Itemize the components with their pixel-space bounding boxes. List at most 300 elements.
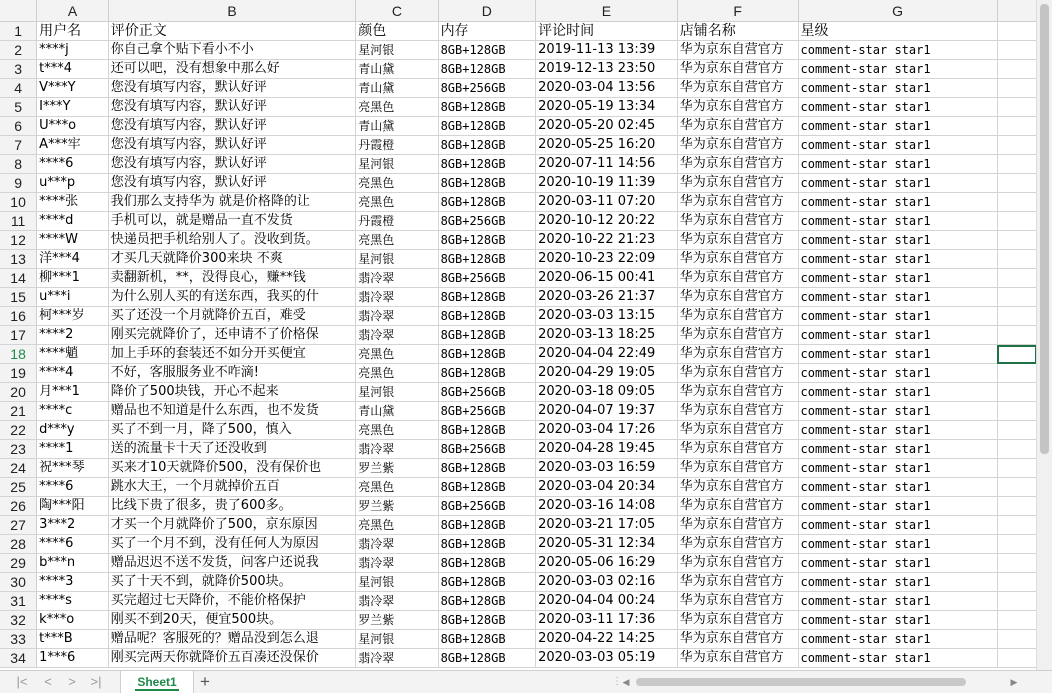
cell[interactable]: 内存 [438, 22, 536, 41]
row-number[interactable]: 3 [0, 60, 37, 79]
cell[interactable]: 8GB+128GB [438, 250, 536, 269]
cell[interactable] [997, 611, 1037, 630]
sheet-tab-sheet1[interactable]: Sheet1 [120, 671, 194, 693]
cell[interactable]: 赠品呢？客服死的？赠品没到怎么退 [108, 630, 355, 649]
cell[interactable]: 华为京东自营官方 [677, 174, 798, 193]
cell[interactable]: 8GB+128GB [438, 155, 536, 174]
cell[interactable]: 加上手环的套装还不如分开买便宜 [108, 345, 355, 364]
cell[interactable]: 星河银 [356, 630, 438, 649]
cell[interactable]: 翡冷翠 [356, 269, 438, 288]
cell[interactable]: comment-star star1 [798, 250, 997, 269]
cell[interactable]: 买来才10天就降价500，没有保价也 [108, 459, 355, 478]
cell[interactable]: 翡冷翠 [356, 592, 438, 611]
row-number[interactable]: 24 [0, 459, 37, 478]
selected-cell[interactable] [997, 345, 1037, 364]
cell[interactable]: 您没有填写内容，默认好评 [108, 79, 355, 98]
cell[interactable]: 快递员把手机给别人了。没收到货。 [108, 231, 355, 250]
row-number[interactable]: 2 [0, 41, 37, 60]
cell[interactable]: 买了一个月不到，没有任何人为原因 [108, 535, 355, 554]
cell[interactable]: 陶***阳 [37, 497, 109, 516]
cell[interactable] [997, 60, 1037, 79]
cell[interactable]: comment-star star1 [798, 459, 997, 478]
cell[interactable] [997, 41, 1037, 60]
cell[interactable]: 8GB+128GB [438, 516, 536, 535]
cell[interactable]: comment-star star1 [798, 497, 997, 516]
row-number[interactable]: 15 [0, 288, 37, 307]
cell[interactable]: 2020-10-23 22:09 [536, 250, 678, 269]
cell[interactable]: comment-star star1 [798, 592, 997, 611]
cell[interactable]: 罗兰紫 [356, 497, 438, 516]
row-number[interactable]: 8 [0, 155, 37, 174]
cell[interactable] [997, 136, 1037, 155]
column-header-d[interactable]: D [438, 0, 536, 22]
cell[interactable]: ****1 [37, 440, 109, 459]
cell[interactable]: ****2 [37, 326, 109, 345]
cell[interactable]: comment-star star1 [798, 383, 997, 402]
cell[interactable] [997, 250, 1037, 269]
cell[interactable]: 翡冷翠 [356, 554, 438, 573]
cell[interactable]: ****6 [37, 478, 109, 497]
cell[interactable]: t***B [37, 630, 109, 649]
cell[interactable]: 8GB+128GB [438, 592, 536, 611]
cell[interactable] [997, 440, 1037, 459]
row-number[interactable]: 6 [0, 117, 37, 136]
cell[interactable]: 8GB+128GB [438, 630, 536, 649]
cell[interactable] [997, 269, 1037, 288]
cell[interactable]: 翡冷翠 [356, 307, 438, 326]
split-handle-icon[interactable]: ⋮ [612, 676, 622, 687]
cell[interactable]: 星河银 [356, 573, 438, 592]
row-number[interactable]: 27 [0, 516, 37, 535]
cell[interactable]: 星河银 [356, 383, 438, 402]
cell[interactable] [997, 383, 1037, 402]
cell[interactable]: 华为京东自营官方 [677, 611, 798, 630]
cell[interactable] [997, 117, 1037, 136]
cell[interactable]: 罗兰紫 [356, 459, 438, 478]
cell[interactable]: 买了不到一月，降了500，慎入 [108, 421, 355, 440]
cell[interactable]: 星河银 [356, 250, 438, 269]
cell[interactable] [997, 231, 1037, 250]
cell[interactable]: 华为京东自营官方 [677, 478, 798, 497]
cell[interactable] [997, 535, 1037, 554]
row-number[interactable]: 31 [0, 592, 37, 611]
cell[interactable]: 用户名 [37, 22, 109, 41]
cell[interactable]: 您没有填写内容，默认好评 [108, 98, 355, 117]
cell[interactable]: 买了十天不到，就降价500块。 [108, 573, 355, 592]
cell[interactable]: 1***6 [37, 649, 109, 668]
horizontal-scroll-thumb[interactable] [636, 678, 966, 686]
cell[interactable]: 2020-03-26 21:37 [536, 288, 678, 307]
next-sheet-icon[interactable]: > [68, 674, 76, 689]
row-number[interactable]: 19 [0, 364, 37, 383]
cell[interactable]: 才买几天就降价300来块 不爽 [108, 250, 355, 269]
row-number[interactable]: 25 [0, 478, 37, 497]
cell[interactable]: 华为京东自营官方 [677, 288, 798, 307]
cell[interactable]: A***牢 [37, 136, 109, 155]
cell[interactable]: 华为京东自营官方 [677, 440, 798, 459]
cell[interactable]: 柯***岁 [37, 307, 109, 326]
cell[interactable] [997, 79, 1037, 98]
cell[interactable]: 2020-03-03 16:59 [536, 459, 678, 478]
cell[interactable]: comment-star star1 [798, 573, 997, 592]
cell[interactable]: 翡冷翠 [356, 440, 438, 459]
cell[interactable]: ****j [37, 41, 109, 60]
cell[interactable]: 不好，客服服务业不咋滴! [108, 364, 355, 383]
cell[interactable]: 华为京东自营官方 [677, 117, 798, 136]
cell[interactable]: 2020-06-15 00:41 [536, 269, 678, 288]
cell[interactable]: 亮黑色 [356, 421, 438, 440]
cell[interactable]: comment-star star1 [798, 136, 997, 155]
cell[interactable]: 亮黑色 [356, 478, 438, 497]
last-sheet-icon[interactable]: >| [90, 674, 102, 689]
cell[interactable]: 2019-12-13 23:50 [536, 60, 678, 79]
cell[interactable]: 亮黑色 [356, 516, 438, 535]
row-number[interactable]: 14 [0, 269, 37, 288]
cell[interactable]: 8GB+128GB [438, 288, 536, 307]
cell[interactable]: 2020-10-19 11:39 [536, 174, 678, 193]
row-number[interactable]: 13 [0, 250, 37, 269]
cell[interactable]: 8GB+128GB [438, 459, 536, 478]
cell[interactable]: comment-star star1 [798, 174, 997, 193]
cell[interactable]: 店铺名称 [677, 22, 798, 41]
row-number[interactable]: 10 [0, 193, 37, 212]
cell[interactable]: 星级 [798, 22, 997, 41]
cell[interactable]: 华为京东自营官方 [677, 573, 798, 592]
cell[interactable]: 华为京东自营官方 [677, 516, 798, 535]
row-number[interactable]: 23 [0, 440, 37, 459]
cell[interactable]: 丹霞橙 [356, 136, 438, 155]
cell[interactable]: comment-star star1 [798, 231, 997, 250]
scroll-right-icon[interactable]: ▶ [1010, 677, 1018, 687]
vertical-scrollbar[interactable] [1036, 0, 1052, 670]
cell[interactable]: 赠品迟迟不送不发货，问客户还说我 [108, 554, 355, 573]
cell[interactable]: comment-star star1 [798, 98, 997, 117]
cell[interactable]: 刚买完就降价了，还申请不了价格保 [108, 326, 355, 345]
row-number[interactable]: 32 [0, 611, 37, 630]
cell[interactable]: 华为京东自营官方 [677, 630, 798, 649]
cell[interactable]: 青山黛 [356, 402, 438, 421]
prev-sheet-icon[interactable]: < [44, 674, 52, 689]
cell[interactable]: 2020-03-11 07:20 [536, 193, 678, 212]
cell[interactable]: 8GB+128GB [438, 345, 536, 364]
cell[interactable]: ****d [37, 212, 109, 231]
cell[interactable]: ****4 [37, 364, 109, 383]
scroll-left-icon[interactable]: ◀ [622, 677, 630, 687]
cell[interactable]: comment-star star1 [798, 421, 997, 440]
cell[interactable]: 2020-04-29 19:05 [536, 364, 678, 383]
row-number[interactable]: 34 [0, 649, 37, 668]
cell[interactable]: 翡冷翠 [356, 288, 438, 307]
cell[interactable]: 翡冷翠 [356, 535, 438, 554]
cell[interactable]: comment-star star1 [798, 649, 997, 668]
cell[interactable]: 评价正文 [108, 22, 355, 41]
cell[interactable]: 罗兰紫 [356, 611, 438, 630]
cell[interactable]: comment-star star1 [798, 516, 997, 535]
cell[interactable]: 8GB+256GB [438, 383, 536, 402]
cell[interactable]: 2020-10-12 20:22 [536, 212, 678, 231]
cell[interactable]: 华为京东自营官方 [677, 155, 798, 174]
row-number[interactable]: 21 [0, 402, 37, 421]
cell[interactable]: 华为京东自营官方 [677, 649, 798, 668]
cell[interactable] [997, 497, 1037, 516]
cell[interactable] [997, 212, 1037, 231]
cell[interactable] [997, 174, 1037, 193]
cell[interactable]: 8GB+128GB [438, 231, 536, 250]
cell[interactable]: 亮黑色 [356, 193, 438, 212]
cell[interactable]: 华为京东自营官方 [677, 269, 798, 288]
cell[interactable] [997, 193, 1037, 212]
column-header-f[interactable]: F [677, 0, 798, 22]
cell[interactable]: 翡冷翠 [356, 326, 438, 345]
cell[interactable]: 青山黛 [356, 60, 438, 79]
cell[interactable]: 华为京东自营官方 [677, 79, 798, 98]
cell[interactable]: 您没有填写内容，默认好评 [108, 136, 355, 155]
cell[interactable]: 亮黑色 [356, 231, 438, 250]
cell[interactable] [997, 288, 1037, 307]
cell[interactable]: 刚买完两天你就降价五百凑还没保价 [108, 649, 355, 668]
cell[interactable]: comment-star star1 [798, 117, 997, 136]
cell[interactable]: 买完超过七天降价，不能价格保护 [108, 592, 355, 611]
cell[interactable] [997, 326, 1037, 345]
cell[interactable] [997, 402, 1037, 421]
cell[interactable]: comment-star star1 [798, 611, 997, 630]
row-number[interactable]: 9 [0, 174, 37, 193]
row-number[interactable]: 28 [0, 535, 37, 554]
cell[interactable]: 赠品也不知道是什么东西，也不发货 [108, 402, 355, 421]
cell[interactable] [997, 573, 1037, 592]
row-number[interactable]: 7 [0, 136, 37, 155]
cell[interactable]: comment-star star1 [798, 269, 997, 288]
cell[interactable]: 华为京东自营官方 [677, 60, 798, 79]
cell[interactable] [997, 592, 1037, 611]
cell[interactable]: 你自己拿个贴下看小不小 [108, 41, 355, 60]
cell[interactable]: 2020-03-21 17:05 [536, 516, 678, 535]
cell[interactable]: 8GB+128GB [438, 136, 536, 155]
cell[interactable]: 2020-03-11 17:36 [536, 611, 678, 630]
cell[interactable]: 2020-04-04 22:49 [536, 345, 678, 364]
column-header-g[interactable]: G [798, 0, 997, 22]
cell[interactable]: d***y [37, 421, 109, 440]
cell[interactable]: 华为京东自营官方 [677, 345, 798, 364]
cell[interactable]: 星河银 [356, 41, 438, 60]
cell[interactable] [997, 155, 1037, 174]
cell[interactable]: u***p [37, 174, 109, 193]
row-number[interactable]: 29 [0, 554, 37, 573]
select-all-corner[interactable] [0, 0, 37, 22]
cell[interactable]: 2020-04-07 19:37 [536, 402, 678, 421]
cell[interactable]: comment-star star1 [798, 554, 997, 573]
add-sheet-button[interactable]: + [200, 672, 210, 691]
cell[interactable]: 8GB+256GB [438, 402, 536, 421]
cell[interactable]: ****c [37, 402, 109, 421]
cell[interactable]: u***i [37, 288, 109, 307]
cell[interactable]: 2020-04-22 14:25 [536, 630, 678, 649]
cell[interactable]: comment-star star1 [798, 307, 997, 326]
cell[interactable]: comment-star star1 [798, 193, 997, 212]
cell[interactable]: comment-star star1 [798, 402, 997, 421]
cell[interactable]: 8GB+128GB [438, 117, 536, 136]
cell[interactable]: 华为京东自营官方 [677, 136, 798, 155]
cell[interactable]: 降价了500块钱，开心不起来 [108, 383, 355, 402]
cell[interactable]: ****W [37, 231, 109, 250]
row-number[interactable]: 16 [0, 307, 37, 326]
cell[interactable] [997, 630, 1037, 649]
cell[interactable]: 比线下贵了很多，贵了600多。 [108, 497, 355, 516]
cell[interactable] [997, 478, 1037, 497]
cell[interactable]: 送的流量卡十天了还没收到 [108, 440, 355, 459]
row-number[interactable]: 33 [0, 630, 37, 649]
cell[interactable]: comment-star star1 [798, 535, 997, 554]
cell[interactable]: 华为京东自营官方 [677, 250, 798, 269]
row-number[interactable]: 11 [0, 212, 37, 231]
row-number[interactable]: 20 [0, 383, 37, 402]
cell[interactable]: 8GB+128GB [438, 326, 536, 345]
cell[interactable]: I***Y [37, 98, 109, 117]
cell[interactable]: 华为京东自营官方 [677, 307, 798, 326]
cell[interactable]: 8GB+128GB [438, 611, 536, 630]
cell[interactable]: 2020-05-06 16:29 [536, 554, 678, 573]
cell[interactable]: 8GB+128GB [438, 193, 536, 212]
row-number[interactable]: 22 [0, 421, 37, 440]
cell[interactable]: 8GB+128GB [438, 41, 536, 60]
cell[interactable]: 8GB+256GB [438, 440, 536, 459]
cell[interactable]: 跳水大王，一个月就掉价五百 [108, 478, 355, 497]
cell[interactable]: 为什么别人买的有送东西，我买的什 [108, 288, 355, 307]
cell[interactable]: 月***1 [37, 383, 109, 402]
cell[interactable]: 亮黑色 [356, 174, 438, 193]
cell[interactable]: 亮黑色 [356, 364, 438, 383]
row-number[interactable]: 4 [0, 79, 37, 98]
cell[interactable]: ****s [37, 592, 109, 611]
cell[interactable]: comment-star star1 [798, 212, 997, 231]
column-header-a[interactable]: A [37, 0, 109, 22]
cell[interactable]: 评论时间 [536, 22, 678, 41]
cell[interactable]: 亮黑色 [356, 98, 438, 117]
cell[interactable]: 8GB+128GB [438, 307, 536, 326]
cell[interactable] [997, 459, 1037, 478]
cell[interactable]: comment-star star1 [798, 440, 997, 459]
cell[interactable] [997, 98, 1037, 117]
cell[interactable]: 8GB+256GB [438, 79, 536, 98]
cell[interactable]: 8GB+128GB [438, 535, 536, 554]
cell[interactable]: 颜色 [356, 22, 438, 41]
cell[interactable]: 2020-03-03 02:16 [536, 573, 678, 592]
cell[interactable]: 华为京东自营官方 [677, 364, 798, 383]
cell[interactable]: b***n [37, 554, 109, 573]
cell[interactable]: 8GB+128GB [438, 60, 536, 79]
cell[interactable]: 卖翻新机，**，没得良心，赚**钱 [108, 269, 355, 288]
cell[interactable]: 华为京东自营官方 [677, 459, 798, 478]
cell[interactable]: 8GB+128GB [438, 364, 536, 383]
cell[interactable]: 2019-11-13 13:39 [536, 41, 678, 60]
cell[interactable]: 8GB+256GB [438, 497, 536, 516]
cell[interactable]: 8GB+128GB [438, 554, 536, 573]
cell[interactable]: 8GB+128GB [438, 573, 536, 592]
cell[interactable]: 您没有填写内容，默认好评 [108, 155, 355, 174]
cell[interactable]: 2020-03-18 09:05 [536, 383, 678, 402]
cell[interactable]: 华为京东自营官方 [677, 535, 798, 554]
cell[interactable]: 祝***琴 [37, 459, 109, 478]
cell[interactable]: 您没有填写内容，默认好评 [108, 117, 355, 136]
row-number[interactable]: 17 [0, 326, 37, 345]
cell[interactable]: comment-star star1 [798, 345, 997, 364]
cell[interactable]: 2020-03-16 14:08 [536, 497, 678, 516]
cell[interactable]: comment-star star1 [798, 41, 997, 60]
row-number[interactable]: 26 [0, 497, 37, 516]
cell[interactable] [997, 307, 1037, 326]
cell[interactable]: 2020-03-13 18:25 [536, 326, 678, 345]
cell[interactable]: ****6 [37, 535, 109, 554]
cell[interactable]: ****3 [37, 573, 109, 592]
cell[interactable]: comment-star star1 [798, 79, 997, 98]
cell[interactable]: 2020-03-03 05:19 [536, 649, 678, 668]
cell[interactable]: 2020-07-11 14:56 [536, 155, 678, 174]
cell[interactable]: comment-star star1 [798, 60, 997, 79]
cell[interactable]: 2020-05-20 02:45 [536, 117, 678, 136]
cell[interactable]: 2020-03-04 20:34 [536, 478, 678, 497]
column-header-b[interactable]: B [108, 0, 355, 22]
cell[interactable]: 2020-03-03 13:15 [536, 307, 678, 326]
cell[interactable]: 华为京东自营官方 [677, 231, 798, 250]
cell[interactable]: 2020-05-19 13:34 [536, 98, 678, 117]
cell[interactable]: 洋***4 [37, 250, 109, 269]
cell[interactable]: 2020-03-04 17:26 [536, 421, 678, 440]
cell[interactable]: 华为京东自营官方 [677, 592, 798, 611]
cell[interactable]: U***o [37, 117, 109, 136]
cell[interactable]: 华为京东自营官方 [677, 98, 798, 117]
cell[interactable]: 8GB+128GB [438, 174, 536, 193]
cell[interactable]: k***o [37, 611, 109, 630]
cell[interactable]: 华为京东自营官方 [677, 421, 798, 440]
cell[interactable]: 2020-05-31 12:34 [536, 535, 678, 554]
horizontal-scrollbar[interactable] [612, 675, 1022, 689]
cell[interactable]: t***4 [37, 60, 109, 79]
cell[interactable]: 8GB+128GB [438, 649, 536, 668]
cell[interactable]: 丹霞橙 [356, 212, 438, 231]
cell[interactable] [997, 364, 1037, 383]
cell[interactable] [997, 649, 1037, 668]
row-number[interactable]: 30 [0, 573, 37, 592]
cell[interactable]: 华为京东自营官方 [677, 326, 798, 345]
cell[interactable]: 华为京东自营官方 [677, 383, 798, 402]
cell[interactable]: 手机可以，就是赠品一直不发货 [108, 212, 355, 231]
cell[interactable]: 青山黛 [356, 79, 438, 98]
cell[interactable]: 华为京东自营官方 [677, 402, 798, 421]
cell[interactable]: 华为京东自营官方 [677, 497, 798, 516]
cell[interactable]: ****魈 [37, 345, 109, 364]
cell[interactable]: 青山黛 [356, 117, 438, 136]
column-header-e[interactable]: E [536, 0, 678, 22]
cell[interactable] [997, 421, 1037, 440]
cell[interactable]: 才买一个月就降价了500，京东原因 [108, 516, 355, 535]
cell[interactable] [997, 22, 1037, 41]
cell[interactable] [997, 516, 1037, 535]
cell[interactable]: 2020-04-04 00:24 [536, 592, 678, 611]
cell[interactable]: 8GB+128GB [438, 478, 536, 497]
cell[interactable] [997, 554, 1037, 573]
cell[interactable]: comment-star star1 [798, 364, 997, 383]
cell[interactable]: 翡冷翠 [356, 649, 438, 668]
cell[interactable]: 8GB+128GB [438, 421, 536, 440]
first-sheet-icon[interactable]: |< [16, 674, 28, 689]
row-number[interactable]: 5 [0, 98, 37, 117]
cell[interactable]: 刚买不到20天，便宜500块。 [108, 611, 355, 630]
vertical-scroll-thumb[interactable] [1040, 4, 1049, 454]
cell[interactable]: ****张 [37, 193, 109, 212]
cell[interactable]: ****6 [37, 155, 109, 174]
cell[interactable]: 2020-05-25 16:20 [536, 136, 678, 155]
cell[interactable]: 华为京东自营官方 [677, 212, 798, 231]
